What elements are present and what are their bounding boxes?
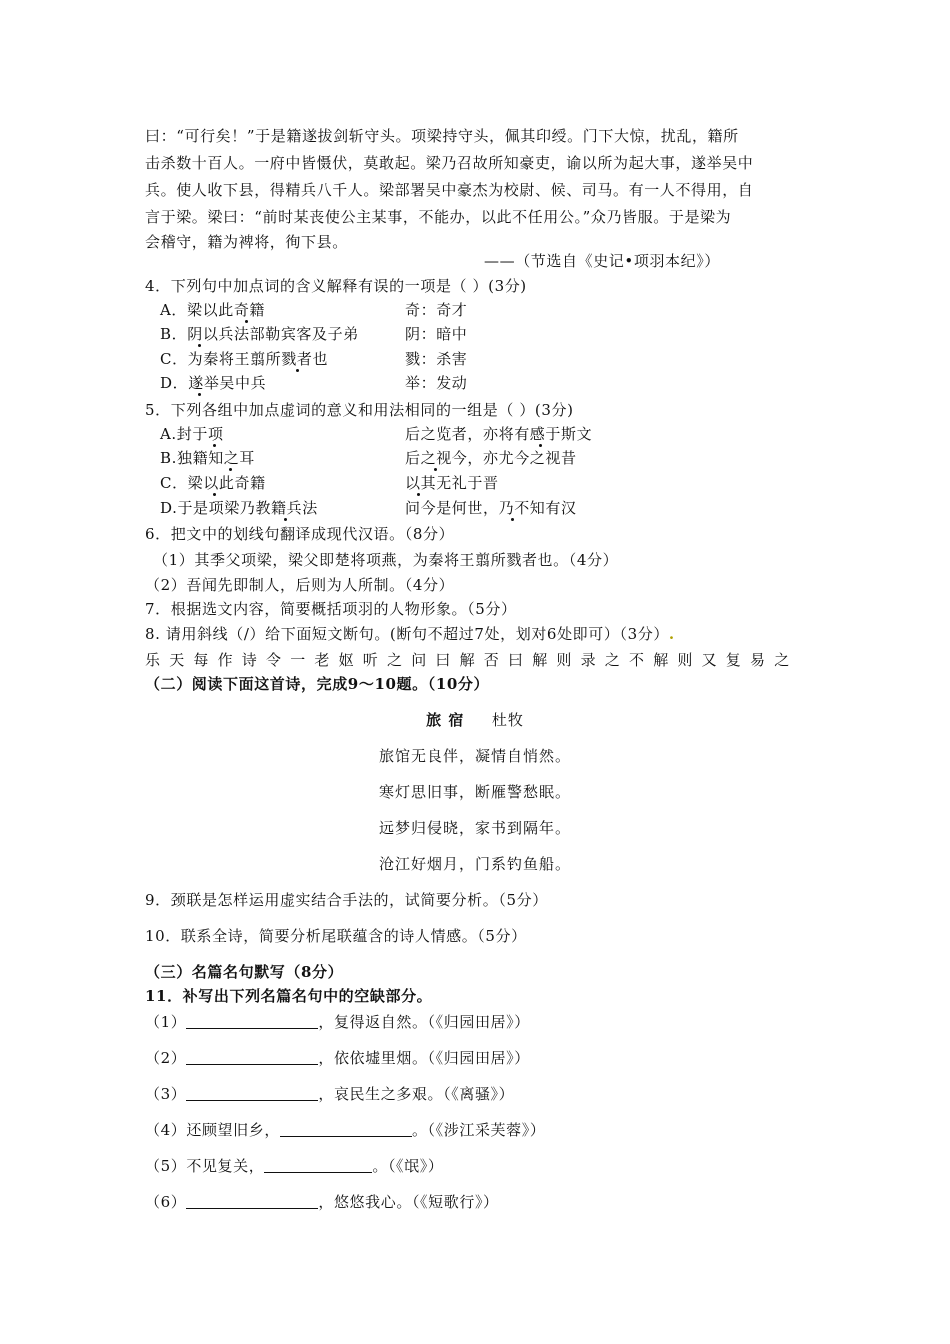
emphasis-dot <box>213 493 216 496</box>
item-number: （3） <box>145 1085 187 1103</box>
item-text: 还顾望旧乡， <box>186 1121 280 1139</box>
item-number: （6） <box>145 1193 187 1211</box>
emphasis-dot <box>434 468 437 471</box>
answer-blank[interactable] <box>186 1014 318 1029</box>
passage-line: 曰：“可行矣！”于是籍遂拔剑斩守头。项梁持守头，佩其印绶。门下大惊，扰乱，籍所 <box>145 127 739 145</box>
fill-item-6 <box>145 1192 499 1212</box>
fill-item-1 <box>145 1012 530 1032</box>
answer-blank[interactable] <box>280 1122 412 1137</box>
q4-option-c: C．为秦将王翦所戮者也 <box>160 350 329 368</box>
emphasis-dot <box>198 393 201 396</box>
emphasis-dot <box>284 518 287 521</box>
answer-blank[interactable] <box>264 1158 372 1173</box>
passage-line: 兵。使人收下县，得精兵八千人。梁部署吴中豪杰为校尉、候、司马。有一人不得用，自 <box>145 181 754 199</box>
emphasis-dot <box>539 444 542 447</box>
q8-mark: . <box>668 625 675 643</box>
emphasis-dot <box>198 344 201 347</box>
q6-item-1: （1）其季父项梁，梁父即楚将项燕，为秦将王翦所戮者也。（4分） <box>153 551 619 569</box>
passage-source: ——（节选自《史记•项羽本纪》） <box>484 252 720 270</box>
item-text: ，悠悠我心。（《短歌行》） <box>318 1193 499 1211</box>
q4-stem: 4．下列句中加点词的含义解释有误的一项是（ ）(3分) <box>145 277 527 295</box>
item-number: （2） <box>145 1049 187 1067</box>
q5-option-b: B.独籍知之耳 <box>160 449 255 467</box>
passage-line: 言于梁。梁曰：“前时某丧使公主某事，不能办，以此不任用公。”众乃皆服。于是梁为 <box>145 208 732 226</box>
q4-option-d: D．遂举吴中兵 <box>160 374 267 392</box>
emphasis-dot <box>296 369 299 372</box>
q5-option-b-compare: 后之视今，亦尤今之视昔 <box>405 449 577 467</box>
emphasis-dot <box>245 320 248 323</box>
q5-option-a: A.封于项 <box>160 425 224 443</box>
poem-header <box>0 710 950 730</box>
item-text: ，依依墟里烟。（《归园田居》） <box>318 1049 530 1067</box>
emphasis-dot <box>213 444 216 447</box>
answer-blank[interactable] <box>186 1050 318 1065</box>
passage-line: 会稽守，籍为裨将，徇下县。 <box>145 233 348 251</box>
passage-line: 击杀数十百人。一府中皆慑伏，莫敢起。梁乃召故所知豪吏，谕以所为起大事，遂举吴中 <box>145 154 754 172</box>
item-number: （5） <box>145 1157 187 1175</box>
q8-stem <box>145 624 675 644</box>
q5-option-a-compare: 后之览者，亦将有感于斯文 <box>405 425 593 443</box>
q5-option-c: C．梁以此奇籍 <box>160 474 266 492</box>
q8-stem-text: 8. 请用斜线（/）给下面短文断句。(断句不超过7处，划对6处即可）（3分） <box>145 625 669 643</box>
item-text: ，哀民生之多艰。（《离骚》） <box>318 1085 515 1103</box>
q5-option-d-compare: 问今是何世，乃不知有汉 <box>405 499 577 517</box>
q5-option-d: D.于是项梁乃教籍兵法 <box>160 499 318 517</box>
poem-author: 杜牧 <box>491 711 524 729</box>
q5-stem: 5．下列各组中加点虚词的意义和用法相同的一组是（ ）(3分) <box>145 401 574 419</box>
q10-stem: 10．联系全诗，简要分析尾联蕴含的诗人情感。（5分） <box>145 927 527 945</box>
q4-option-a <box>160 300 265 320</box>
emphasis-dot <box>417 493 420 496</box>
q6-stem: 6．把文中的划线句翻译成现代汉语。（8分） <box>145 525 455 543</box>
q4-option-c-gloss: 戮：杀害 <box>405 350 468 368</box>
poem-line: 寒灯思旧事，断雁警愁眠。 <box>378 783 571 801</box>
item-text: 不见复关， <box>186 1157 265 1175</box>
fill-item-4 <box>145 1120 545 1140</box>
q5-option-c-compare: 以其无礼于晋 <box>405 474 499 492</box>
poem-line: 沧江好烟月，门系钓鱼船。 <box>378 855 571 873</box>
fill-item-3 <box>145 1084 514 1104</box>
emphasis-dot <box>229 468 232 471</box>
fill-item-2 <box>145 1048 530 1068</box>
fill-item-5 <box>145 1156 443 1176</box>
poem-line: 远梦归侵晓，家书到隔年。 <box>378 819 571 837</box>
item-number: （4） <box>145 1121 187 1139</box>
item-number: （1） <box>145 1013 187 1031</box>
emphasis-dot <box>511 518 514 521</box>
poem-line: 旅馆无良伴，凝情自悄然。 <box>378 747 571 765</box>
q9-stem: 9．颈联是怎样运用虚实结合手法的，试简要分析。（5分） <box>145 891 548 909</box>
answer-blank[interactable] <box>186 1194 318 1209</box>
q8-text: 乐天每作诗令一老妪听之问曰解否曰解则录之不解则又复易之 <box>145 651 799 669</box>
item-text: ，复得返自然。（《归园田居》） <box>318 1013 530 1031</box>
section3-heading: （三）名篇名句默写（8分） <box>145 963 344 981</box>
q7-stem: 7．根据选文内容，简要概括项羽的人物形象。（5分） <box>145 600 517 618</box>
q4-option-a-gloss: 奇：奇才 <box>405 301 468 319</box>
section2-heading: （二）阅读下面这首诗，完成9～10题。（10分） <box>145 675 490 693</box>
q4-option-b: B．阴以兵法部勒宾客及子弟 <box>160 325 359 343</box>
item-text: 。（《涉江采芙蓉》） <box>411 1121 546 1139</box>
poem-title: 旅 宿 <box>426 711 465 729</box>
q4-option-b-gloss: 阴：暗中 <box>405 325 468 343</box>
q11-stem: 11．补写出下列名篇名句中的空缺部分。 <box>145 987 433 1005</box>
q6-item-2: （2）吾闻先即制人，后则为人所制。（4分） <box>145 576 455 594</box>
item-text: 。（《氓》） <box>372 1157 444 1175</box>
q4-option-d-gloss: 举：发动 <box>405 374 468 392</box>
option-text: A．梁以此奇籍 <box>160 301 266 319</box>
answer-blank[interactable] <box>186 1086 318 1101</box>
